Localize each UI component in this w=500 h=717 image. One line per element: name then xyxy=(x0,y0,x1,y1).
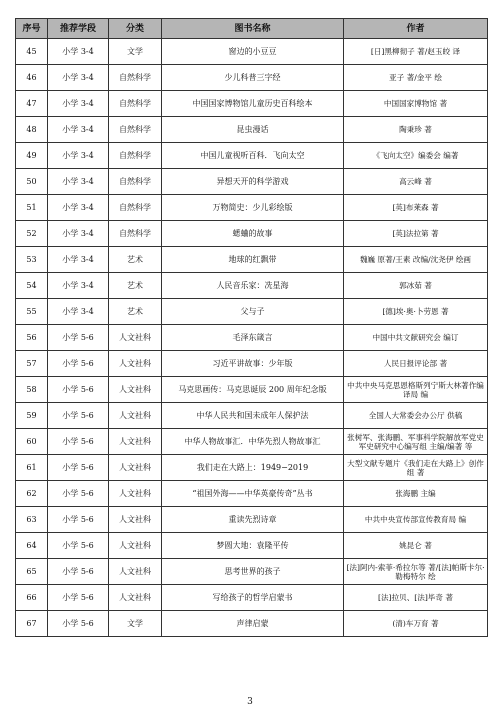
cell-author: 中国中共文献研究会 编订 xyxy=(344,325,488,351)
cell-author: [英]法拉第 著 xyxy=(344,221,488,247)
cell-index: 52 xyxy=(16,221,48,247)
cell-title: 我们走在大路上：1949−2019 xyxy=(162,455,344,481)
table-row xyxy=(16,221,488,247)
table-row xyxy=(16,611,488,637)
cell-category: 人文社科 xyxy=(109,325,162,351)
cell-category: 人文社科 xyxy=(109,559,162,585)
cell-category: 人文社科 xyxy=(109,481,162,507)
table-header-row xyxy=(16,19,488,39)
table-row xyxy=(16,273,488,299)
cell-stage: 小学 3-4 xyxy=(48,117,109,143)
cell-stage: 小学 3-4 xyxy=(48,195,109,221)
cell-title: 声律启蒙 xyxy=(162,611,344,637)
cell-stage: 小学 3-4 xyxy=(48,221,109,247)
cell-title: 写给孩子的哲学启蒙书 xyxy=(162,585,344,611)
cell-stage: 小学 5-6 xyxy=(48,429,109,455)
table-row xyxy=(16,507,488,533)
cell-category: 人文社科 xyxy=(109,429,162,455)
header-category: 分类 xyxy=(109,19,162,39)
cell-stage: 小学 5-6 xyxy=(48,377,109,403)
cell-index: 61 xyxy=(16,455,48,481)
cell-category: 自然科学 xyxy=(109,143,162,169)
table-row xyxy=(16,429,488,455)
cell-index: 45 xyxy=(16,39,48,65)
cell-stage: 小学 3-4 xyxy=(48,273,109,299)
cell-index: 59 xyxy=(16,403,48,429)
cell-title: 习近平讲故事：少年版 xyxy=(162,351,344,377)
cell-stage: 小学 5-6 xyxy=(48,351,109,377)
table-row xyxy=(16,455,488,481)
table-row xyxy=(16,559,488,585)
cell-index: 57 xyxy=(16,351,48,377)
table-row xyxy=(16,481,488,507)
cell-author: 中共中央宣传部宣传教育局 编 xyxy=(344,507,488,533)
cell-index: 53 xyxy=(16,247,48,273)
cell-author: 郭冰茹 著 xyxy=(344,273,488,299)
cell-index: 66 xyxy=(16,585,48,611)
table-row xyxy=(16,533,488,559)
cell-stage: 小学 3-4 xyxy=(48,299,109,325)
cell-category: 文学 xyxy=(109,39,162,65)
book-list-table xyxy=(15,18,488,637)
cell-category: 人文社科 xyxy=(109,585,162,611)
cell-stage: 小学 5-6 xyxy=(48,611,109,637)
cell-category: 自然科学 xyxy=(109,221,162,247)
cell-index: 56 xyxy=(16,325,48,351)
table-row xyxy=(16,325,488,351)
cell-title: 中华人民共和国未成年人保护法 xyxy=(162,403,344,429)
cell-author: 魏巍 原著/王素 改编/沈尧伊 绘画 xyxy=(344,247,488,273)
cell-author: 中共中央马克思恩格斯列宁斯大林著作编译局 编 xyxy=(344,377,488,403)
table-row xyxy=(16,39,488,65)
cell-category: 人文社科 xyxy=(109,403,162,429)
header-title: 图书名称 xyxy=(162,19,344,39)
cell-author: 全国人大常委会办公厅 供稿 xyxy=(344,403,488,429)
cell-stage: 小学 5-6 xyxy=(48,585,109,611)
cell-stage: 小学 3-4 xyxy=(48,143,109,169)
cell-title: 昆虫漫话 xyxy=(162,117,344,143)
header-index: 序号 xyxy=(16,19,48,39)
cell-index: 58 xyxy=(16,377,48,403)
table-row xyxy=(16,91,488,117)
table-body xyxy=(16,39,488,637)
cell-title: 中华人物故事汇．中华先烈人物故事汇 xyxy=(162,429,344,455)
cell-author: 姚昆仑 著 xyxy=(344,533,488,559)
cell-stage: 小学 3-4 xyxy=(48,169,109,195)
cell-title: 思考世界的孩子 xyxy=(162,559,344,585)
cell-author: 张树军、张海鹏、军事科学院解放军党史军史研究中心编写组 主编/编著 等 xyxy=(344,429,488,455)
cell-stage: 小学 5-6 xyxy=(48,507,109,533)
cell-index: 55 xyxy=(16,299,48,325)
cell-category: 自然科学 xyxy=(109,169,162,195)
cell-author: [英]布莱森 著 xyxy=(344,195,488,221)
cell-author: (清)车万育 著 xyxy=(344,611,488,637)
cell-index: 62 xyxy=(16,481,48,507)
table-row xyxy=(16,585,488,611)
cell-author: 陶秉珍 著 xyxy=(344,117,488,143)
cell-author: [法]阿内-索菲·希拉尔等 著/[法]帕斯卡尔·勒梅特尔 绘 xyxy=(344,559,488,585)
cell-author: 高云峰 著 xyxy=(344,169,488,195)
cell-category: 人文社科 xyxy=(109,533,162,559)
cell-index: 50 xyxy=(16,169,48,195)
cell-index: 51 xyxy=(16,195,48,221)
cell-stage: 小学 5-6 xyxy=(48,325,109,351)
cell-stage: 小学 5-6 xyxy=(48,403,109,429)
cell-category: 艺术 xyxy=(109,247,162,273)
table-row xyxy=(16,65,488,91)
cell-index: 47 xyxy=(16,91,48,117)
table-row xyxy=(16,195,488,221)
cell-author: 大型文献专题片《我们走在大路上》创作组 著 xyxy=(344,455,488,481)
cell-index: 54 xyxy=(16,273,48,299)
cell-author: [日]黑柳彻子 著/赵玉皎 译 xyxy=(344,39,488,65)
cell-category: 自然科学 xyxy=(109,65,162,91)
header-stage: 推荐学段 xyxy=(48,19,109,39)
cell-title: 地球的红飘带 xyxy=(162,247,344,273)
cell-stage: 小学 3-4 xyxy=(48,39,109,65)
cell-index: 60 xyxy=(16,429,48,455)
cell-category: 人文社科 xyxy=(109,455,162,481)
cell-category: 人文社科 xyxy=(109,507,162,533)
cell-stage: 小学 5-6 xyxy=(48,455,109,481)
cell-title: 重读先烈诗章 xyxy=(162,507,344,533)
cell-title: 万物简史：少儿彩绘版 xyxy=(162,195,344,221)
cell-title: 毛泽东箴言 xyxy=(162,325,344,351)
cell-title: 中国儿童视听百科．飞向太空 xyxy=(162,143,344,169)
cell-category: 自然科学 xyxy=(109,117,162,143)
cell-title: 马克思画传：马克思诞辰 200 周年纪念版 xyxy=(162,377,344,403)
cell-category: 人文社科 xyxy=(109,377,162,403)
table-row xyxy=(16,351,488,377)
cell-title: “祖国外海——中华英豪传奇”丛书 xyxy=(162,481,344,507)
cell-title: 中国国家博物馆儿童历史百科绘本 xyxy=(162,91,344,117)
cell-title: 父与子 xyxy=(162,299,344,325)
cell-stage: 小学 5-6 xyxy=(48,481,109,507)
cell-stage: 小学 3-4 xyxy=(48,65,109,91)
cell-title: 异想天开的科学游戏 xyxy=(162,169,344,195)
cell-stage: 小学 5-6 xyxy=(48,533,109,559)
cell-title: 人民音乐家：冼星海 xyxy=(162,273,344,299)
cell-author: [法]拉贝、[法]毕奇 著 xyxy=(344,585,488,611)
table-row xyxy=(16,143,488,169)
cell-author: 中国国家博物馆 著 xyxy=(344,91,488,117)
table-row xyxy=(16,117,488,143)
cell-stage: 小学 3-4 xyxy=(48,91,109,117)
table-row xyxy=(16,299,488,325)
cell-title: 蟋蛐的故事 xyxy=(162,221,344,247)
cell-author: 《飞向太空》编委会 编著 xyxy=(344,143,488,169)
cell-author: 亚子 著/金平 绘 xyxy=(344,65,488,91)
cell-category: 艺术 xyxy=(109,299,162,325)
cell-stage: 小学 3-4 xyxy=(48,247,109,273)
header-author: 作者 xyxy=(344,19,488,39)
cell-category: 人文社科 xyxy=(109,351,162,377)
cell-title: 少儿科普三字经 xyxy=(162,65,344,91)
cell-title: 梦圆大地：袁隆平传 xyxy=(162,533,344,559)
table-row xyxy=(16,247,488,273)
cell-author: [德]埃·奥·卜劳恩 著 xyxy=(344,299,488,325)
table-row xyxy=(16,169,488,195)
document-page xyxy=(15,18,487,637)
cell-author: 人民日报评论部 著 xyxy=(344,351,488,377)
table-row xyxy=(16,403,488,429)
cell-category: 自然科学 xyxy=(109,195,162,221)
cell-index: 63 xyxy=(16,507,48,533)
table-row xyxy=(16,377,488,403)
cell-stage: 小学 5-6 xyxy=(48,559,109,585)
cell-title: 窗边的小豆豆 xyxy=(162,39,344,65)
cell-category: 艺术 xyxy=(109,273,162,299)
cell-index: 46 xyxy=(16,65,48,91)
cell-index: 48 xyxy=(16,117,48,143)
cell-author: 张海鹏 主编 xyxy=(344,481,488,507)
cell-index: 67 xyxy=(16,611,48,637)
cell-category: 文学 xyxy=(109,611,162,637)
page-number: 3 xyxy=(247,697,253,707)
cell-index: 64 xyxy=(16,533,48,559)
cell-index: 65 xyxy=(16,559,48,585)
cell-category: 自然科学 xyxy=(109,91,162,117)
cell-index: 49 xyxy=(16,143,48,169)
